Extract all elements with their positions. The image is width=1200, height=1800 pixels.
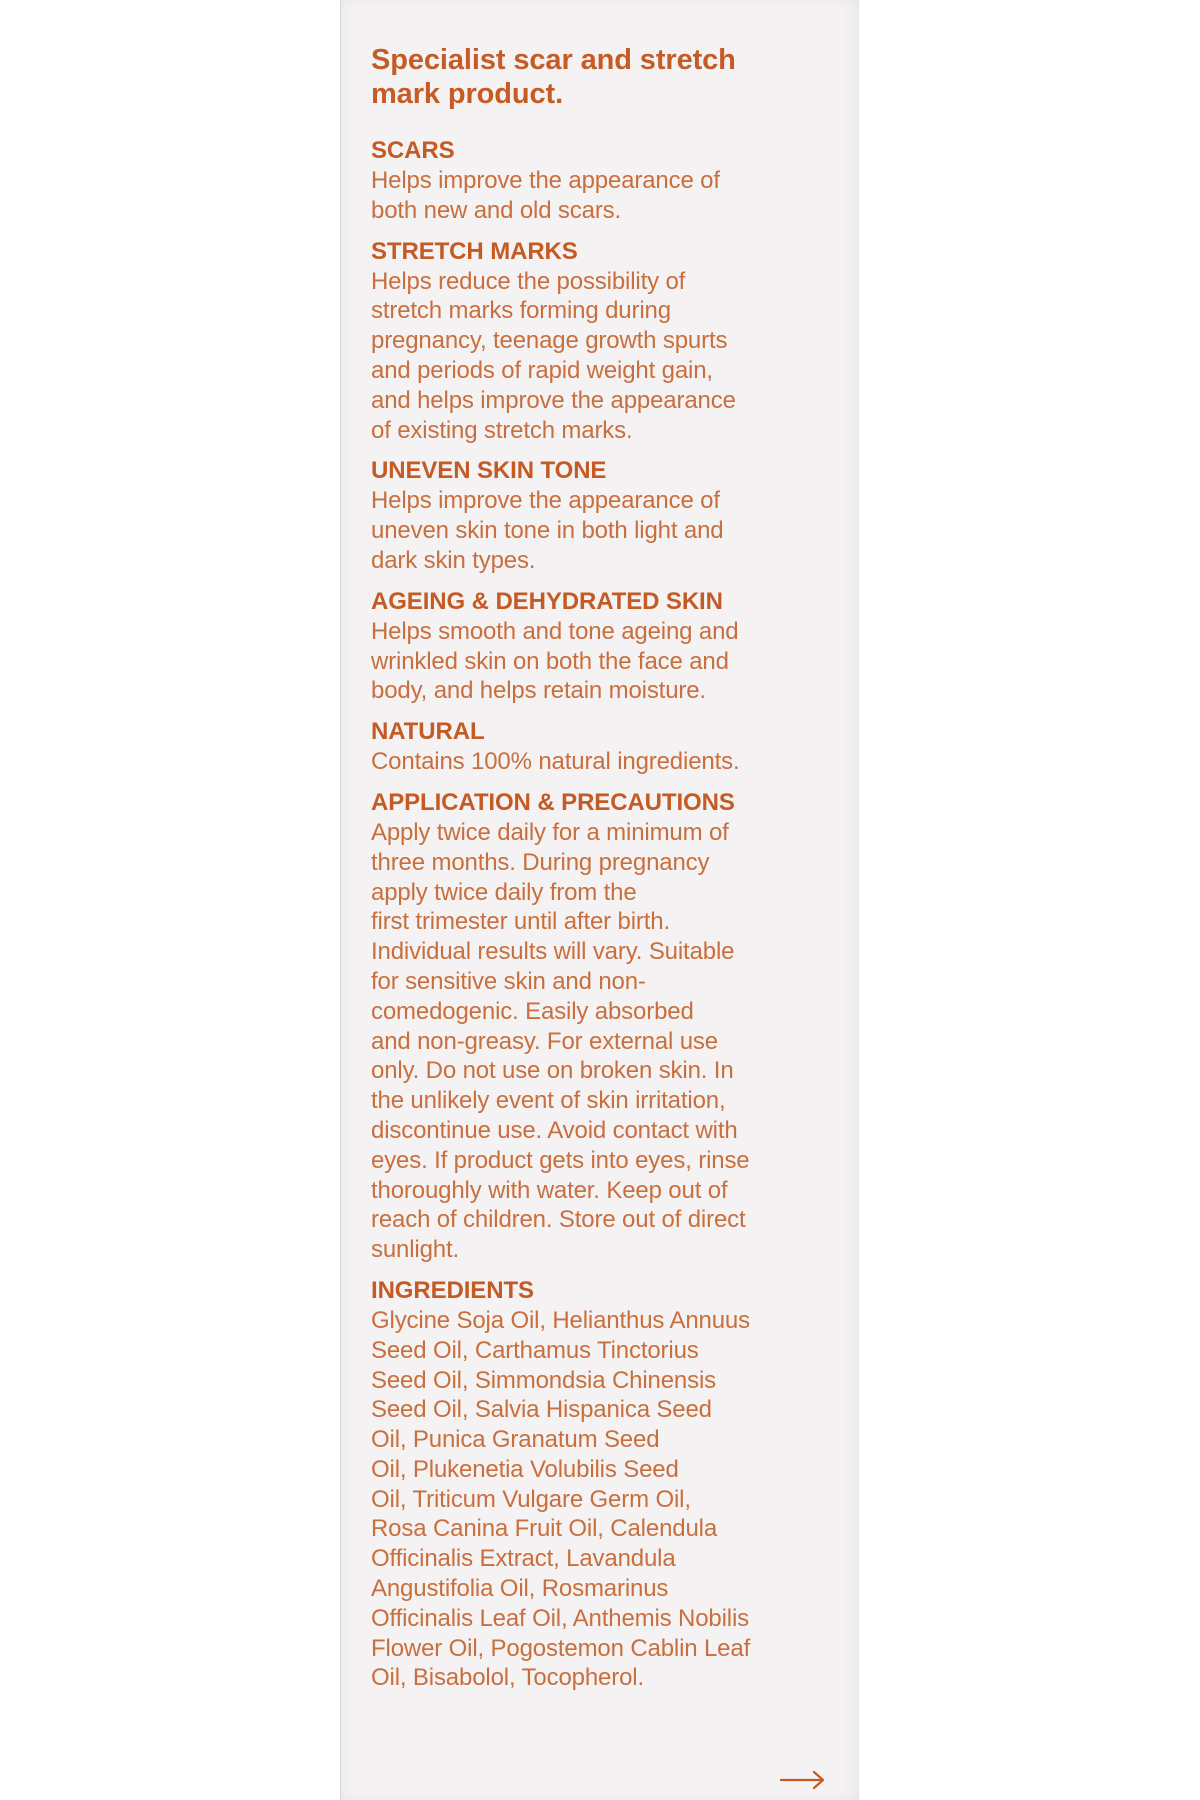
section-heading: UNEVEN SKIN TONE bbox=[371, 457, 607, 485]
section-body: Helps improve the appearance of uneven skin tone in both light and dark skin types. bbox=[371, 487, 724, 574]
section-scars bbox=[371, 136, 851, 226]
arrow-right-icon bbox=[779, 1770, 827, 1790]
section-stretch-marks bbox=[371, 237, 851, 446]
section-heading: SCARS bbox=[371, 137, 455, 164]
product-headline: Specialist scar and stretch mark product. bbox=[371, 44, 736, 110]
section-heading: NATURAL bbox=[371, 718, 485, 746]
section-heading: STRETCH MARKS bbox=[371, 237, 578, 265]
section-heading: APPLICATION & PRECAUTIONS bbox=[371, 788, 735, 816]
section-ingredients bbox=[371, 1276, 851, 1693]
panel-content bbox=[371, 43, 851, 1704]
section-uneven-skin-tone bbox=[371, 456, 851, 575]
section-body: Helps improve the appearance of both new and old scars. bbox=[371, 167, 720, 224]
section-application-precautions bbox=[371, 788, 851, 1265]
section-body: Apply twice daily for a minimum of three months. During pregnancy apply twice daily from the first trimester until after birth. Individual results will vary. Suitable for sensitive skin and non- comedogenic. Easily absorbed and non-greasy. For external use only. Do not use on broken skin. In the unlikely event of skin irritation, discontinue use. Avoid contact with eyes. If product gets into eyes, rinse thoroughly with water. Keep out of reach of children. Store out of direct sunlight. bbox=[371, 818, 750, 1264]
section-natural bbox=[371, 717, 851, 777]
section-heading: AGEING & DEHYDRATED SKIN bbox=[371, 587, 723, 615]
section-body: Contains 100% natural ingredients. bbox=[371, 748, 740, 776]
product-info-panel bbox=[340, 0, 859, 1800]
section-heading: INGREDIENTS bbox=[371, 1276, 534, 1304]
section-body: Helps smooth and tone ageing and wrinkled skin on both the face and body, and helps retain moisture. bbox=[371, 617, 739, 705]
section-ageing-dehydrated-skin bbox=[371, 587, 851, 706]
section-body: Glycine Soja Oil, Helianthus Annuus Seed Oil, Carthamus Tinctorius Seed Oil, Simmondsia Chinensis Seed Oil, Salvia Hispanica Seed Oil, Punica Granatum Seed Oil, Plukenetia Volubilis Seed Oil, Triticum Vulgare Germ Oil, Rosa Canina Fruit Oil, Calendula Officinalis Extract, Lavandula Angustifolia Oil, Rosmarinus Officinalis Leaf Oil, Anthemis Nobilis Flower Oil, Pogostemon Cablin Leaf Oil, Bisabolol, Tocopherol. bbox=[371, 1306, 751, 1692]
section-body: Helps reduce the possibility of stretch marks forming during pregnancy, teenage growth spurts and periods of rapid weight gain, and helps improve the appearance of existing stretch marks. bbox=[371, 267, 736, 444]
